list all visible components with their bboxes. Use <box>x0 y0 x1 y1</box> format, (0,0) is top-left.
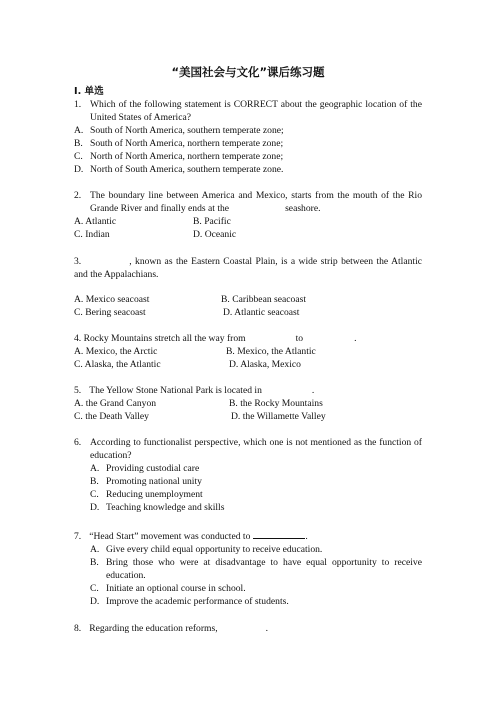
question-1 <box>74 99 422 124</box>
option-4b: B. Mexico, the Atlantic <box>226 346 316 357</box>
option-5c: C. the Death Valley <box>74 411 149 422</box>
question-number: 2. <box>74 190 82 201</box>
question-8 <box>74 623 268 636</box>
option-2a: A. Atlantic <box>74 216 117 227</box>
question-6 <box>74 437 422 462</box>
question-7 <box>74 529 308 544</box>
option-6a <box>90 463 199 476</box>
option-letter: D. <box>90 502 100 513</box>
option-3b: B. Caribbean seacoast <box>221 294 306 305</box>
question-number: 8. <box>74 623 82 634</box>
option-text: North of South America, southern temperate zone. <box>90 164 284 175</box>
option-text: Initiate an optional course in school. <box>106 583 246 594</box>
question-5 <box>74 385 314 398</box>
question-text-part: . <box>265 623 269 634</box>
question-text: Which of the following statement is CORRECT about the geographic location of the United States of America? <box>90 99 422 123</box>
option-letter: B. <box>90 476 99 487</box>
question-text-part: The boundary line between America and Mexico, starts from the mouth of the Rio Grande River and finally ends at the <box>90 190 422 214</box>
option-letter: C. <box>90 489 99 500</box>
question-4 <box>74 333 356 346</box>
option-letter: C. <box>74 151 83 162</box>
option-7b <box>90 557 422 582</box>
question-text-part: . <box>311 385 315 396</box>
option-6b <box>90 476 202 489</box>
option-letter: D. <box>90 596 100 607</box>
option-3d: D. Atlantic seacoast <box>223 307 300 318</box>
option-1c <box>74 151 283 164</box>
option-5d: D. the Willamette Valley <box>231 411 326 422</box>
option-text: Reducing unemployment <box>106 489 203 500</box>
option-text: Providing custodial care <box>106 463 200 474</box>
option-2d: D. Oceanic <box>193 229 237 240</box>
option-text: Bring those who were at disadvantage to have equal opportunity to receive education. <box>106 557 422 581</box>
option-2b: B. Pacific <box>193 216 231 227</box>
question-text: According to functionalist perspective, which one is not mentioned as the function of education? <box>90 437 422 461</box>
option-letter: B. <box>90 557 99 568</box>
question-text-part: Regarding the education reforms, <box>89 623 218 634</box>
option-letter: D. <box>74 164 84 175</box>
option-text: Promoting national unity <box>106 476 202 487</box>
question-text-part: seashore. <box>285 202 321 214</box>
option-text: North of North America, northern temperate zone; <box>90 151 284 162</box>
option-6d <box>90 502 224 515</box>
option-5a: A. the Grand Canyon <box>74 398 157 409</box>
option-letter: C. <box>90 583 99 594</box>
option-7c <box>90 583 422 596</box>
question-3 <box>74 256 422 281</box>
option-text: South of North America, northern temperate zone; <box>90 138 284 149</box>
question-text-part: The Yellow Stone National Park is located in <box>89 385 262 396</box>
option-3c: C. Bering seacoast <box>74 307 146 318</box>
question-number: 1. <box>74 99 82 110</box>
option-text: South of North America, southern temperate zone; <box>90 125 284 136</box>
option-2c: C. Indian <box>74 229 110 240</box>
question-text-part: 4. Rocky Mountains stretch all the way from <box>74 333 246 344</box>
option-letter: A. <box>90 463 100 474</box>
question-text-part: . <box>354 333 357 344</box>
option-6c <box>90 489 203 502</box>
option-5b: B. the Rocky Mountains <box>229 398 323 409</box>
page-title: “美国社会与文化”课后练习题 <box>171 65 325 79</box>
option-7a <box>90 544 422 557</box>
option-letter: A. <box>90 544 100 555</box>
question-2 <box>74 190 422 215</box>
question-text-part: “Head Start” movement was conducted to <box>89 531 251 542</box>
question-number: 3. <box>74 256 82 267</box>
question-text: , known as the Eastern Coastal Plain, is a wide strip between the Atlantic and the Appalachians. <box>74 256 422 280</box>
option-1a <box>74 125 284 138</box>
question-text-part: . <box>305 531 308 542</box>
question-number: 7. <box>74 531 82 542</box>
question-text-part: to <box>295 333 304 344</box>
question-number: 6. <box>74 437 82 448</box>
option-letter: B. <box>74 138 83 149</box>
option-text: Give every child equal opportunity to receive education. <box>106 544 323 555</box>
option-letter: A. <box>74 125 84 136</box>
option-text: Teaching knowledge and skills <box>106 502 225 513</box>
option-4c: C. Alaska, the Atlantic <box>74 359 161 370</box>
option-1b <box>74 138 283 151</box>
option-text: Improve the academic performance of students. <box>106 596 289 607</box>
answer-blank <box>253 529 305 539</box>
option-4a: A. Mexico, the Arctic <box>74 346 158 357</box>
option-7d <box>90 596 422 609</box>
question-text <box>90 190 422 215</box>
option-4d: D. Alaska, Mexico <box>229 359 301 370</box>
section-heading: I. 单选 <box>74 86 104 97</box>
option-3a: A. Mexico seacoast <box>74 294 150 305</box>
option-1d <box>74 164 283 177</box>
question-number: 5. <box>74 385 82 396</box>
